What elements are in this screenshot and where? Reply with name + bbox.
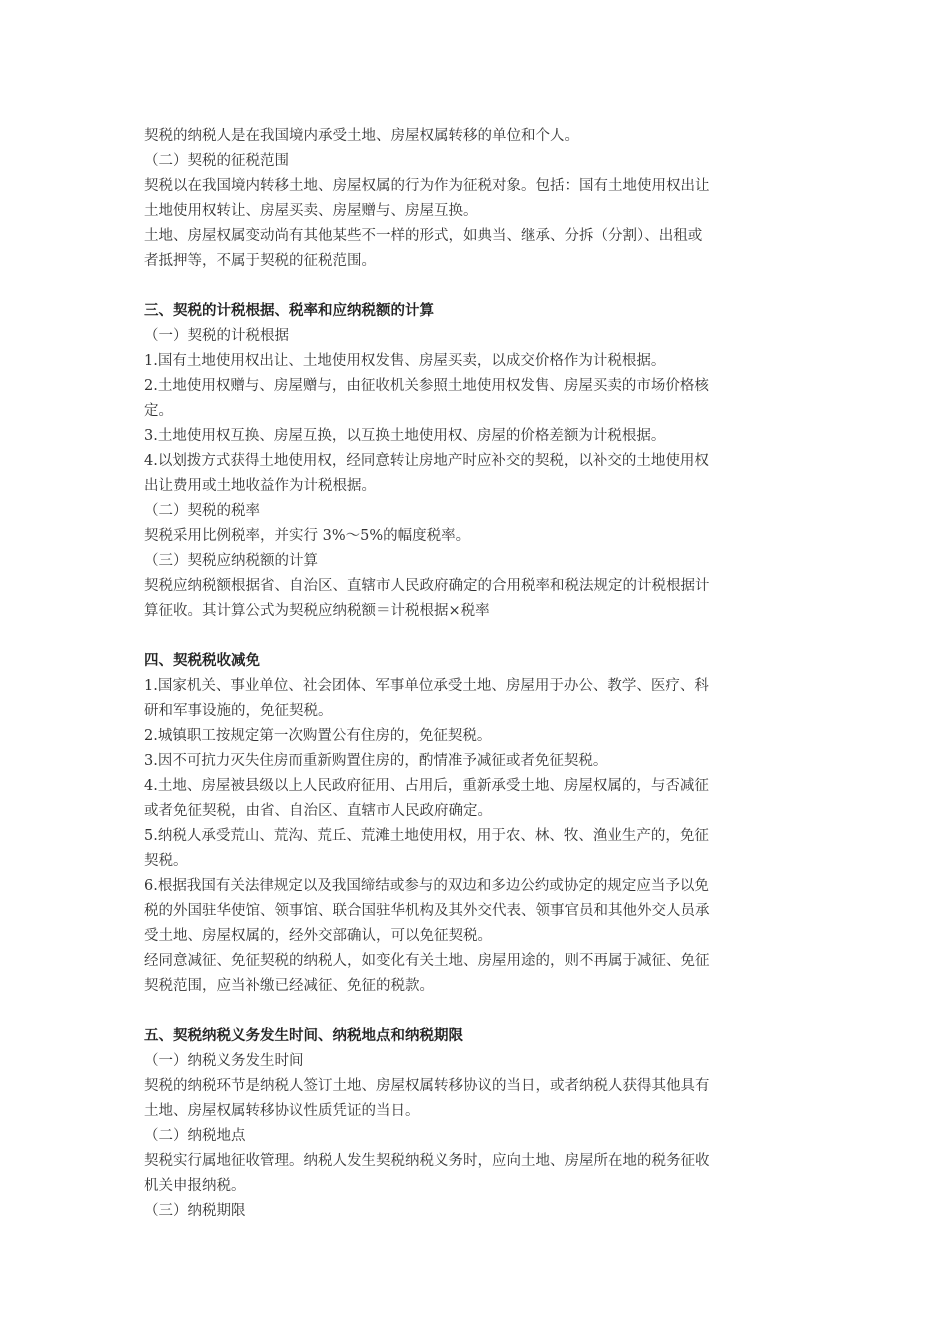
- text-line: 出让费用或土地收益作为计税根据。: [144, 478, 376, 494]
- text-line: 经同意减征、免征契税的纳税人，如变化有关土地、房屋用途的，则不再属于减征、免征: [144, 953, 710, 969]
- text-line: 3.土地使用权互换、房屋互换，以互换土地使用权、房屋的价格差额为计税根据。: [144, 428, 666, 444]
- text-line: 税的外国驻华使馆、领事馆、联合国驻华机构及其外交代表、领事官员和其他外交人员承: [144, 903, 710, 919]
- text-line: 研和军事设施的，免征契税。: [144, 703, 333, 719]
- text-line: 契税的纳税人是在我国境内承受土地、房屋权属转移的单位和个人。: [144, 128, 579, 144]
- section-heading: 三、契税的计税根据、税率和应纳税额的计算: [144, 303, 434, 319]
- text-line: 土地、房屋权属变动尚有其他某些不一样的形式，如典当、继承、分拆（分割）、出租或: [144, 228, 703, 244]
- text-line: 机关申报纳税。: [144, 1178, 246, 1194]
- text-line: 契税采用比例税率，并实行 3%～5%的幅度税率。: [144, 528, 471, 544]
- text-line: 契税。: [144, 853, 188, 869]
- text-line: 契税实行属地征收管理。纳税人发生契税纳税义务时，应向土地、房屋所在地的税务征收: [144, 1153, 710, 1169]
- text-line: （二）契税的征税范围: [144, 153, 289, 169]
- text-line: 4.以划拨方式获得土地使用权，经同意转让房地产时应补交的契税，以补交的土地使用权: [144, 453, 709, 469]
- text-line: 算征收。其计算公式为契税应纳税额＝计税根据×税率: [144, 603, 490, 619]
- text-line: 5.纳税人承受荒山、荒沟、荒丘、荒滩土地使用权，用于农、林、牧、渔业生产的，免征: [144, 828, 709, 844]
- section-heading: 五、契税纳税义务发生时间、纳税地点和纳税期限: [144, 1028, 463, 1044]
- text-line: 或者免征契税，由省、自治区、直辖市人民政府确定。: [144, 803, 492, 819]
- text-line: （三）契税应纳税额的计算: [144, 553, 318, 569]
- text-line: 土地、房屋权属转移协议性质凭证的当日。: [144, 1103, 420, 1119]
- text-line: 者抵押等，不属于契税的征税范围。: [144, 253, 376, 269]
- section-heading: 四、契税税收减免: [144, 653, 260, 669]
- text-line: 6.根据我国有关法律规定以及我国缔结或参与的双边和多边公约或协定的规定应当予以免: [144, 878, 709, 894]
- text-line: 契税以在我国境内转移土地、房屋权属的行为作为征税对象。包括：国有土地使用权出让: [144, 178, 710, 194]
- text-line: 1.国家机关、事业单位、社会团体、军事单位承受土地、房屋用于办公、教学、医疗、科: [144, 678, 709, 694]
- text-line: （一）契税的计税根据: [144, 328, 289, 344]
- text-line: 2.土地使用权赠与、房屋赠与，由征收机关参照土地使用权发售、房屋买卖的市场价格核: [144, 378, 709, 394]
- text-line: 契税范围，应当补缴已经减征、免征的税款。: [144, 978, 434, 994]
- blank-line: [144, 999, 810, 1024]
- text-line: 契税的纳税环节是纳税人签订土地、房屋权属转移协议的当日，或者纳税人获得其他具有: [144, 1078, 710, 1094]
- text-line: 土地使用权转让、房屋买卖、房屋赠与、房屋互换。: [144, 203, 478, 219]
- text-line: 1.国有土地使用权出让、土地使用权发售、房屋买卖，以成交价格作为计税根据。: [144, 353, 666, 369]
- document-body: [144, 124, 810, 1224]
- text-line: 契税应纳税额根据省、自治区、直辖市人民政府确定的合用税率和税法规定的计税根据计: [144, 578, 710, 594]
- text-line: 受土地、房屋权属的，经外交部确认，可以免征契税。: [144, 928, 492, 944]
- text-line: （一）纳税义务发生时间: [144, 1053, 304, 1069]
- text-line: 4.土地、房屋被县级以上人民政府征用、占用后，重新承受土地、房屋权属的，与否减征: [144, 778, 709, 794]
- text-line: （三）纳税期限: [144, 1203, 246, 1219]
- text-line: （二）纳税地点: [144, 1128, 246, 1144]
- text-line: 3.因不可抗力灭失住房而重新购置住房的，酌情准予减征或者免征契税。: [144, 753, 608, 769]
- text-line: 定。: [144, 403, 173, 419]
- text-line: （二）契税的税率: [144, 503, 260, 519]
- blank-line: [144, 274, 810, 299]
- blank-line: [144, 624, 810, 649]
- text-line: 2.城镇职工按规定第一次购置公有住房的，免征契税。: [144, 728, 492, 744]
